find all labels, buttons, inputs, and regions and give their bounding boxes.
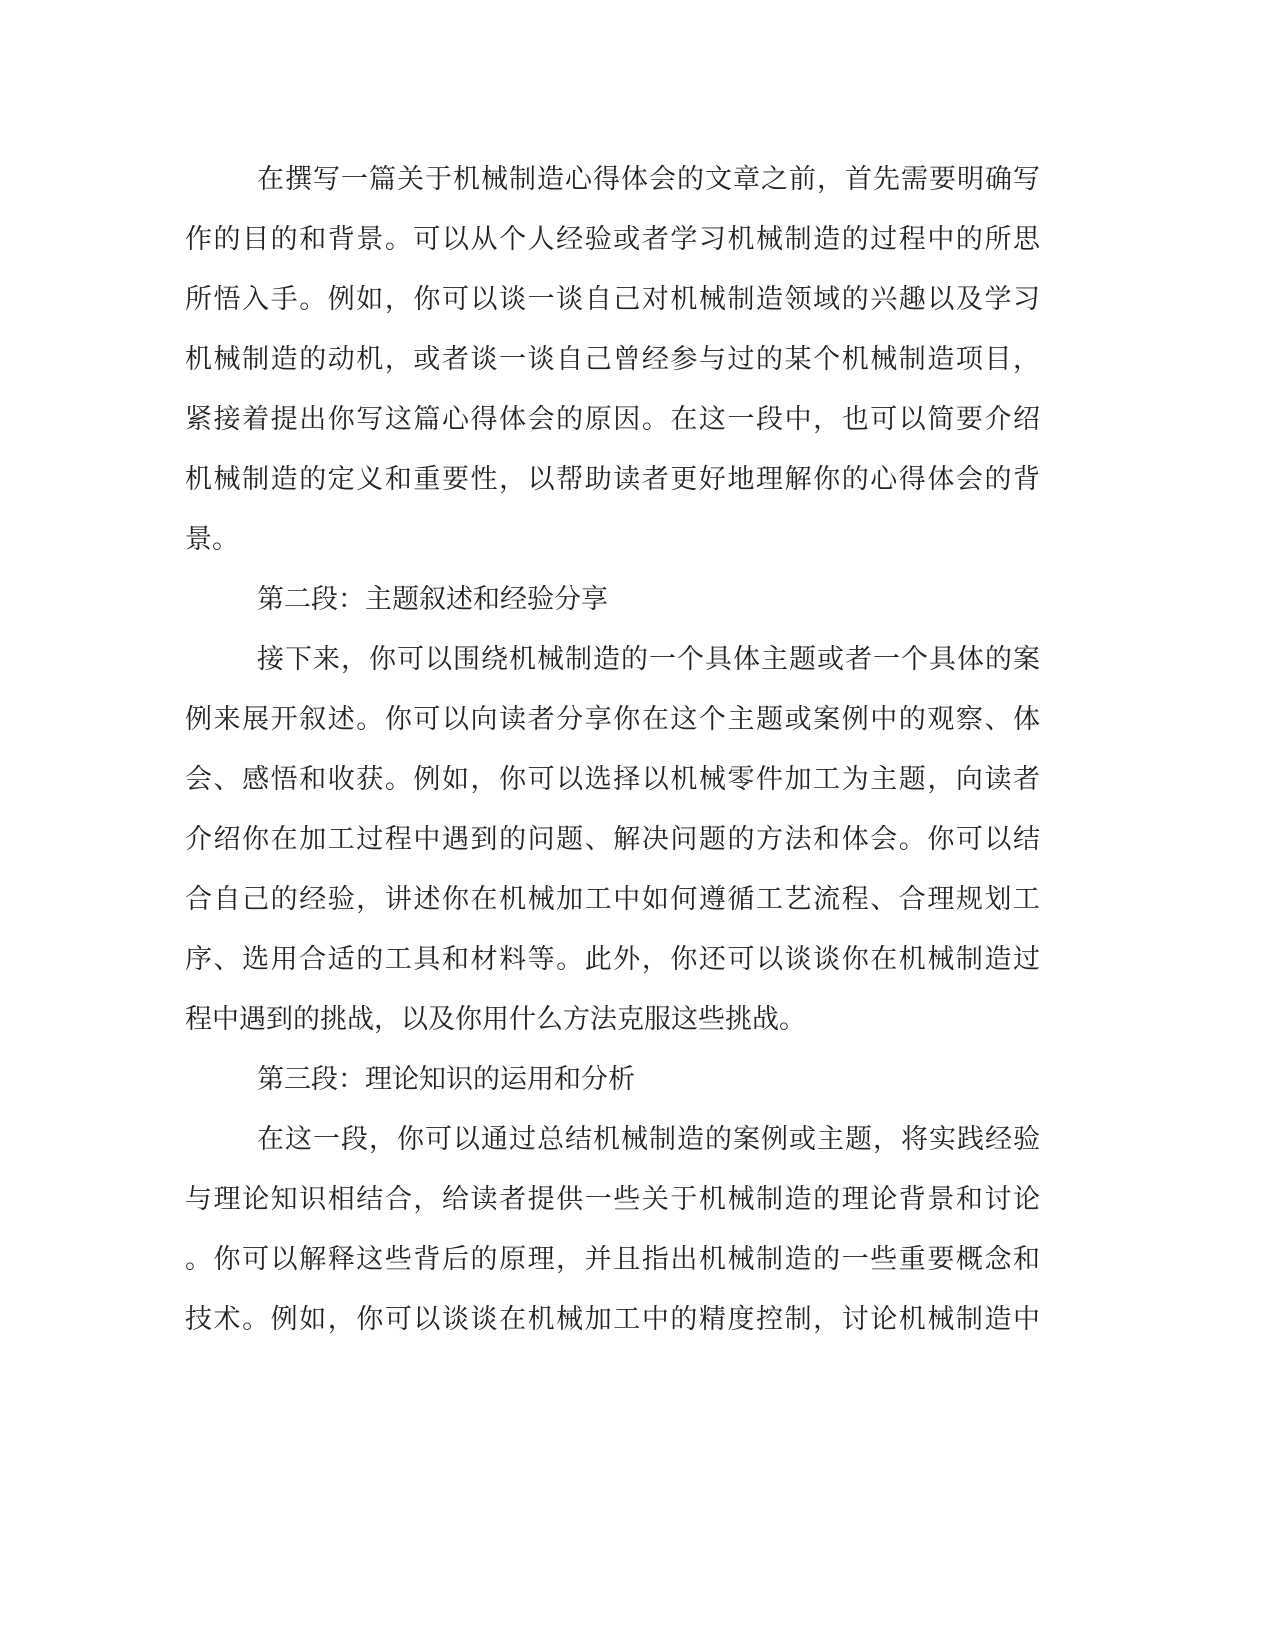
paragraph-line: 机械制造的动机，或者谈一谈自己曾经参与过的某个机械制造项目，	[185, 344, 1040, 375]
paragraph-line: 景。	[185, 524, 239, 555]
paragraph-line: 作的目的和背景。可以从个人经验或者学习机械制造的过程中的所思	[185, 224, 1040, 255]
paragraph-line: 紧接着提出你写这篇心得体会的原因。在这一段中，也可以简要介绍	[185, 404, 1040, 435]
paragraph-line: 在这一段，你可以通过总结机械制造的案例或主题，将实践经验	[257, 1124, 1040, 1155]
paragraph-line: 。你可以解释这些背后的原理，并且指出机械制造的一些重要概念和	[185, 1244, 1040, 1275]
paragraph-line: 机械制造的定义和重要性，以帮助读者更好地理解你的心得体会的背	[185, 464, 1040, 495]
paragraph-line: 例来展开叙述。你可以向读者分享你在这个主题或案例中的观察、体	[185, 704, 1040, 735]
paragraph-line: 会、感悟和收获。例如，你可以选择以机械零件加工为主题，向读者	[185, 764, 1040, 795]
paragraph-line: 序、选用合适的工具和材料等。此外，你还可以谈谈你在机械制造过	[185, 944, 1040, 975]
paragraph-line: 介绍你在加工过程中遇到的问题、解决问题的方法和体会。你可以结	[185, 824, 1040, 855]
paragraph-line: 合自己的经验，讲述你在机械加工中如何遵循工艺流程、合理规划工	[185, 884, 1040, 915]
section-heading: 第三段：理论知识的运用和分析	[257, 1064, 635, 1095]
paragraph-line: 在撰写一篇关于机械制造心得体会的文章之前，首先需要明确写	[257, 164, 1040, 195]
document-body	[185, 150, 1040, 1350]
section-heading: 第二段：主题叙述和经验分享	[257, 584, 608, 615]
paragraph-line: 接下来，你可以围绕机械制造的一个具体主题或者一个具体的案	[257, 644, 1040, 675]
paragraph-line: 与理论知识相结合，给读者提供一些关于机械制造的理论背景和讨论	[185, 1184, 1040, 1215]
paragraph-line: 技术。例如，你可以谈谈在机械加工中的精度控制，讨论机械制造中	[185, 1304, 1040, 1335]
paragraph-line: 所悟入手。例如，你可以谈一谈自己对机械制造领域的兴趣以及学习	[185, 284, 1040, 315]
paragraph-line: 程中遇到的挑战，以及你用什么方法克服这些挑战。	[185, 1004, 806, 1035]
